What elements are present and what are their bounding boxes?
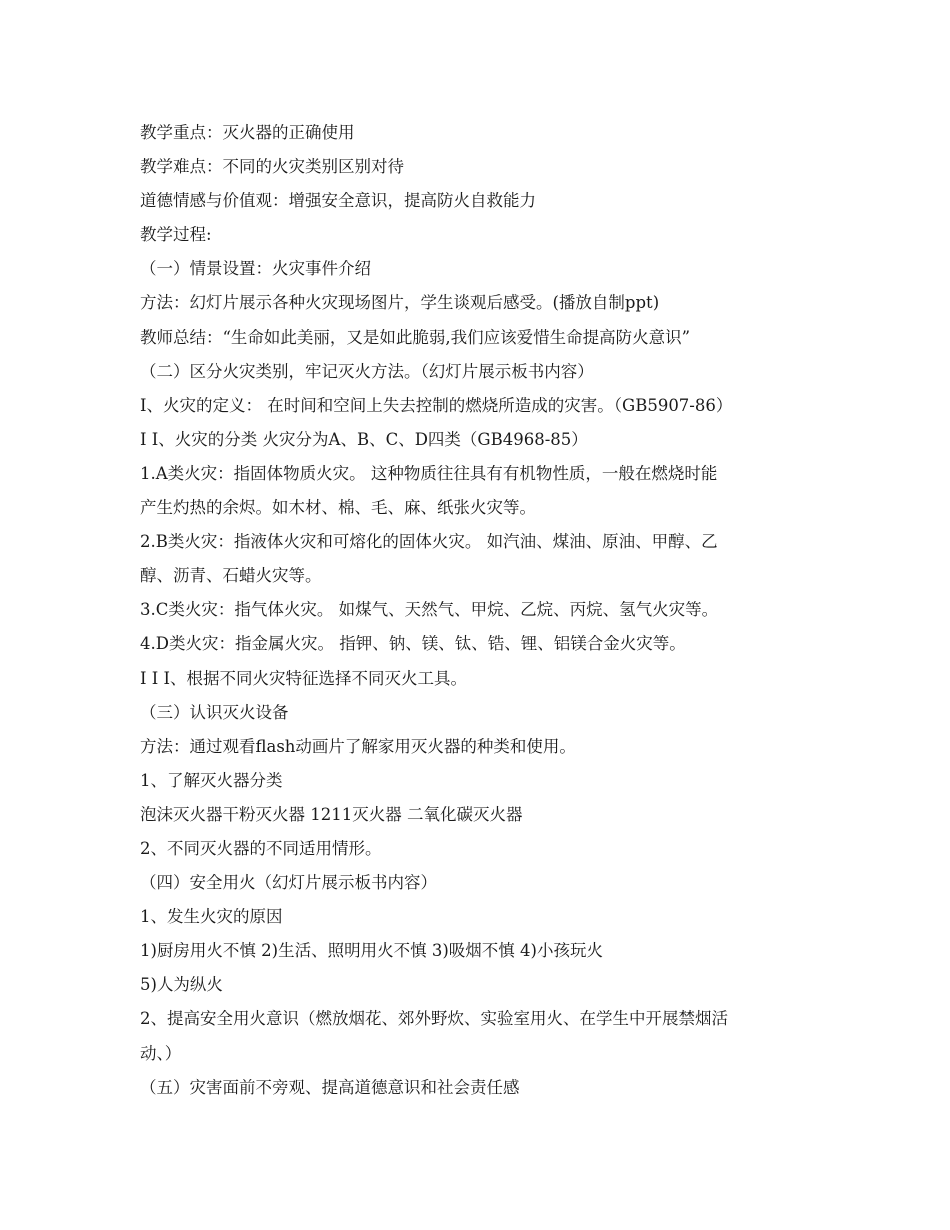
section-heading: （一）情景设置：火灾事件介绍 xyxy=(140,259,371,279)
text-line: 教学重点：灭火器的正确使用 xyxy=(140,123,355,142)
document-body xyxy=(140,116,820,1105)
text-line: 动、） xyxy=(140,1043,182,1063)
text-line: 4.D类火灾：指金属火灾。 指钾、钠、镁、钛、锆、锂、铝镁合金火灾等。 xyxy=(140,634,686,654)
text-line: 2.B类火灾：指液体火灾和可熔化的固体火灾。 如汽油、煤油、原油、甲醇、乙 xyxy=(140,532,718,552)
text-line: I I、火灾的分类 火灾分为A、B、C、D四类（GB4968-85） xyxy=(140,429,588,449)
text-line: I I I、根据不同火灾特征选择不同灭火工具。 xyxy=(140,668,468,688)
text-line: 泡沫灭火器干粉灭火器 1211灭火器 二氧化碳灭火器 xyxy=(140,804,523,824)
section-heading: （二）区分火灾类别，牢记灭火方法。（幻灯片展示板书内容） xyxy=(140,361,594,381)
text-line: 2、不同灭火器的不同适用情形。 xyxy=(140,838,382,858)
text-line: 方法：幻灯片展示各种火灾现场图片，学生谈观后感受。(播放自制ppt) xyxy=(140,293,660,313)
text-line: 教师总结：“生命如此美丽，又是如此脆弱,我们应该爱惜生命提高防火意识” xyxy=(140,327,691,347)
section-heading: （五）灾害面前不旁观、提高道德意识和社会责任感 xyxy=(140,1077,520,1097)
text-line: 1.A类火灾：指固体物质火灾。 这种物质往往具有有机物性质，一般在燃烧时能 xyxy=(140,463,718,483)
text-line: 1、了解灭火器分类 xyxy=(140,770,283,790)
text-line: 1)厨房用火不慎 2)生活、照明用火不慎 3)吸烟不慎 4)小孩玩火 xyxy=(140,941,603,961)
section-heading: （三）认识灭火设备 xyxy=(140,702,289,722)
text-line: 2、提高安全用火意识（燃放烟花、郊外野炊、实验室用火、在学生中开展禁烟活 xyxy=(140,1009,728,1029)
text-line: 产生灼热的余烬。如木材、棉、毛、麻、纸张火灾等。 xyxy=(140,498,536,518)
text-line: 5)人为纵火 xyxy=(140,975,223,995)
section-heading: （四）安全用火（幻灯片展示板书内容） xyxy=(140,873,437,893)
text-line: 教学过程: xyxy=(140,225,212,245)
text-line: 1、发生火灾的原因 xyxy=(140,907,283,927)
text-line: I、火灾的定义： 在时间和空间上失去控制的燃烧所造成的灾害。（GB5907-86） xyxy=(140,395,733,415)
text-line: 醇、沥青、石蜡火灾等。 xyxy=(140,566,322,586)
text-line: 道德情感与价值观：增强安全意识，提高防火自救能力 xyxy=(140,191,536,211)
text-line: 3.C类火灾：指气体火灾。 如煤气、天然气、甲烷、乙烷、丙烷、氢气火灾等。 xyxy=(140,600,719,620)
text-line: 教学难点：不同的火灾类别区别对待 xyxy=(140,157,404,177)
text-line: 方法：通过观看flash动画片了解家用灭火器的种类和使用。 xyxy=(140,736,576,756)
